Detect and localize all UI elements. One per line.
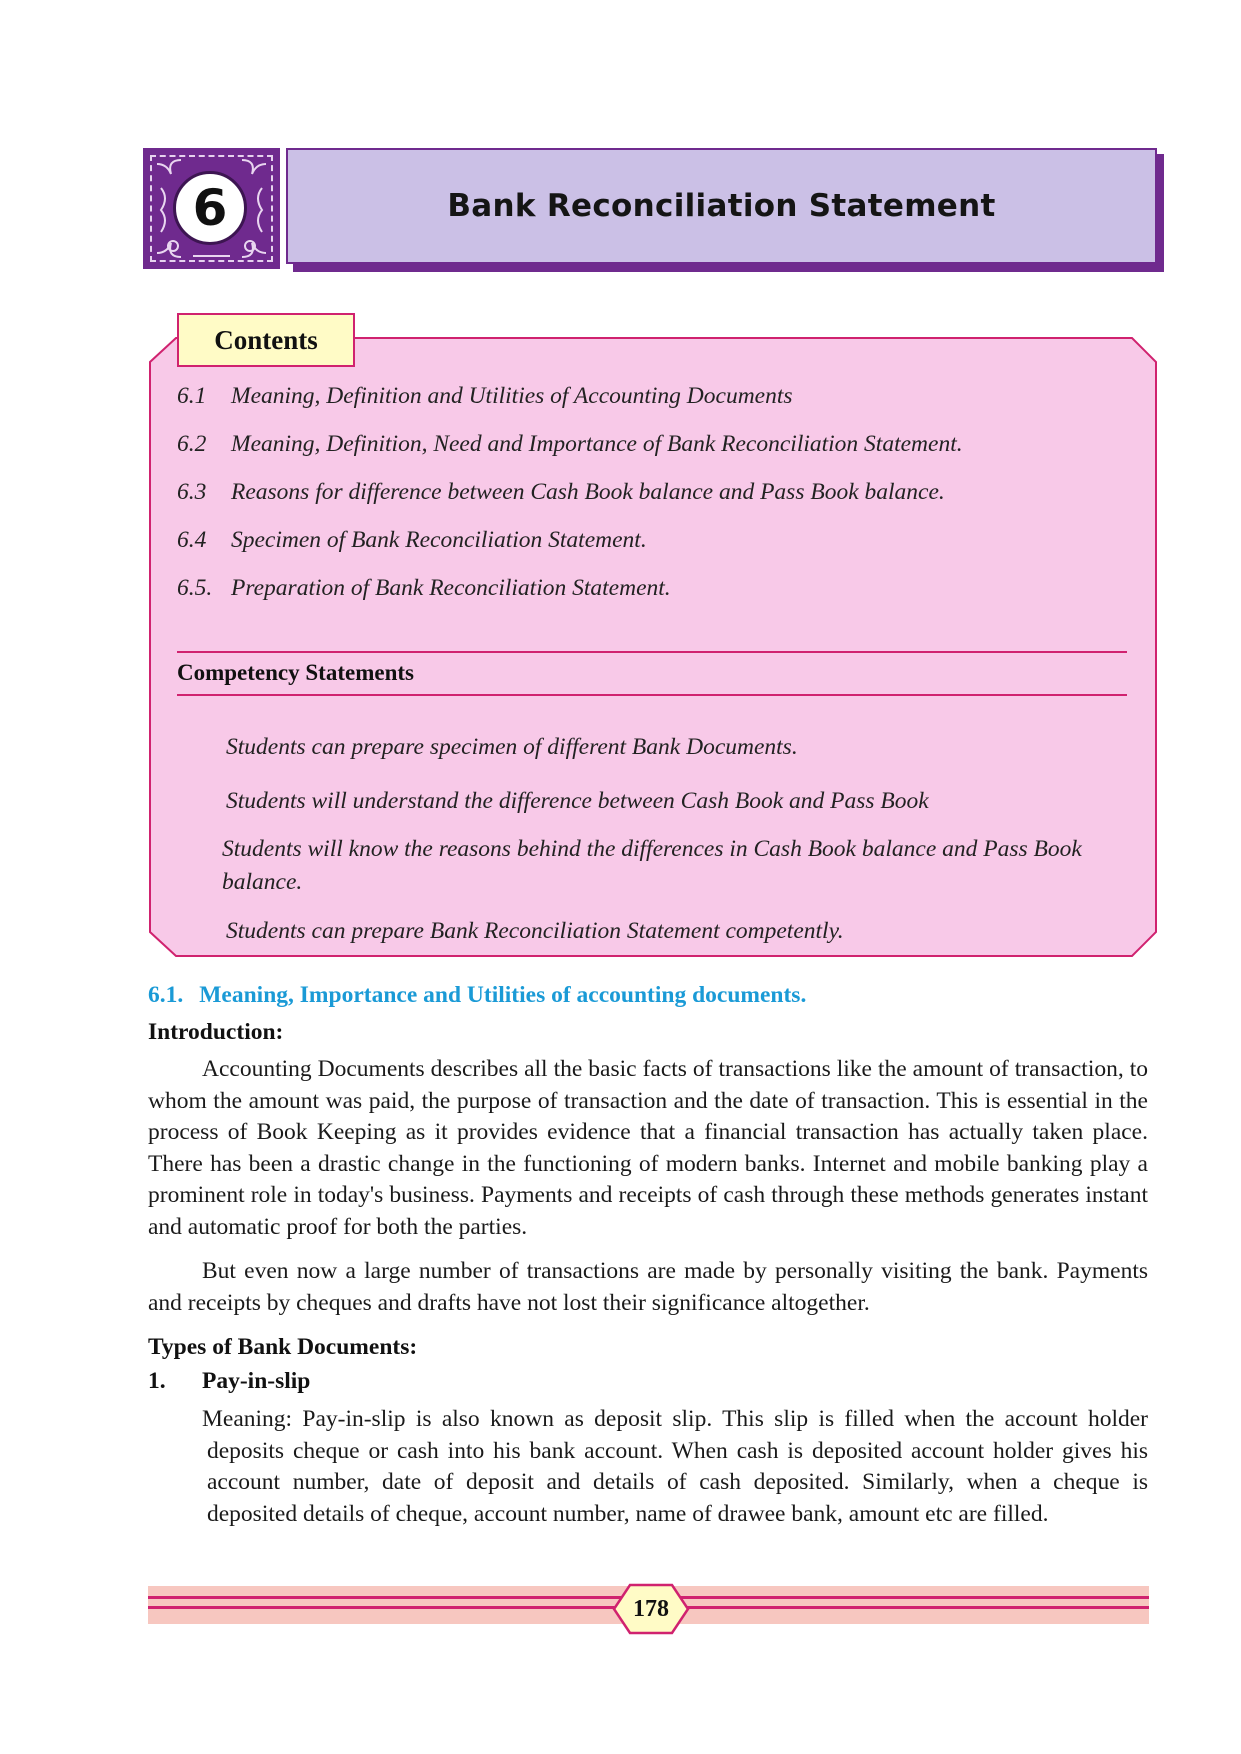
competency-item: Students will understand the difference between Cash Book and Pass Book (226, 788, 929, 814)
types-heading: Types of Bank Documents: (148, 1334, 418, 1360)
divider-top (177, 651, 1127, 653)
list-item-title: Pay-in-slip (202, 1368, 311, 1394)
intro-heading: Introduction: (148, 1019, 284, 1045)
section-heading (148, 982, 806, 1009)
contents-item[interactable] (177, 479, 1137, 527)
page-number: 178 (633, 1595, 669, 1622)
contents-item-number: 6.3 (177, 479, 207, 505)
contents-item[interactable] (177, 431, 1137, 479)
divider-bottom (177, 694, 1127, 696)
chapter-title: Bank Reconciliation Statement (447, 188, 996, 224)
contents-item[interactable] (177, 383, 1137, 431)
contents-heading: Contents (177, 313, 355, 367)
contents-item-text: Specimen of Bank Reconciliation Statement. (231, 527, 647, 553)
contents-list (177, 383, 1137, 623)
chapter-title-bar (286, 148, 1157, 264)
chapter-number-box (143, 148, 280, 269)
contents-item-text: Reasons for difference between Cash Book balance and Pass Book balance. (231, 479, 945, 505)
contents-item[interactable] (177, 575, 1137, 623)
contents-item-number: 6.2 (177, 431, 207, 457)
contents-item-number: 6.5. (177, 575, 213, 601)
list-item-number: 1. (148, 1368, 166, 1394)
list-item-text: Meaning: Pay-in-slip is also known as deposit slip. This slip is filled when the account holder deposits cheque or cash into his bank account. When cash is deposited account holder gives his account number, date of deposit and details of cash deposited. Similarly, when a cheque is deposited details of cheque, account number, name of drawee bank, amount etc are filled. (202, 1406, 1148, 1527)
chapter-number: 6 (173, 171, 247, 245)
body-paragraph: But even now a large number of transactions are made by personally visiting the bank. Payments and receipts by cheques and drafts have not lost their significance altogether. (148, 1258, 1148, 1316)
competency-item: Students can prepare specimen of different Bank Documents. (226, 734, 798, 760)
contents-item-text: Preparation of Bank Reconciliation Statement. (231, 575, 671, 601)
competency-heading: Competency Statements (177, 660, 414, 685)
contents-item-text: Meaning, Definition and Utilities of Accounting Documents (231, 383, 793, 409)
competency-item: Students can prepare Bank Reconciliation Statement competently. (226, 918, 844, 944)
contents-item[interactable] (177, 527, 1137, 575)
competency-item: Students will know the reasons behind the differences in Cash Book balance and Pass Book balance. (222, 836, 1082, 895)
section-number: 6.1. (148, 982, 184, 1008)
body-paragraph: Accounting Documents describes all the basic facts of transactions like the amount of transaction, to whom the amount was paid, the purpose of transaction and the date of transaction. This is essential in the process of Book Keeping as it provides evidence that a financial transaction has actually taken place. There has been a drastic change in the functioning of modern banks. Internet and mobile banking play a prominent role in today's business. Payments and receipts of cash through these methods generates instant and automatic proof for both the parties. (148, 1056, 1148, 1240)
list-item-heading (148, 1368, 310, 1395)
contents-item-text: Meaning, Definition, Need and Importance of Bank Reconciliation Statement. (231, 431, 963, 457)
section-title: Meaning, Importance and Utilities of accounting documents. (199, 982, 807, 1008)
contents-item-number: 6.1 (177, 383, 207, 409)
contents-item-number: 6.4 (177, 527, 207, 553)
